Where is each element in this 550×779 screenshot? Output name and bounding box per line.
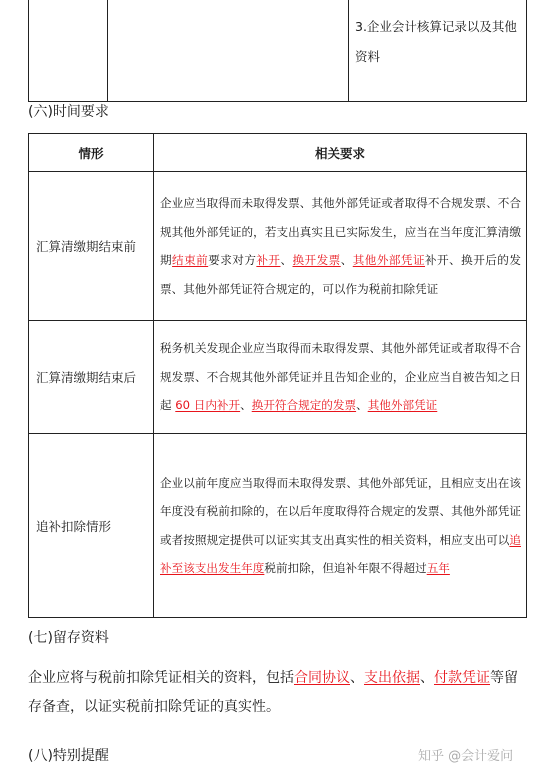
row-label: 追补扣除情形: [29, 434, 154, 618]
highlighted-text: 付款凭证: [434, 670, 490, 686]
header-situation: 情形: [29, 134, 154, 172]
body-text: 企业以前年度应当取得而未取得发票、其他外部凭证，且相应支出在该年度没有税前扣除的，在以后年度取得符合规定的发票、其他外部凭证或者按照规定提供可以证实其支出真实性的相关资料，相应支出可以: [160, 475, 521, 547]
table-cell-text: 3.企业会计核算记录以及其他资料: [349, 0, 527, 102]
row-content: [154, 172, 527, 321]
empty-cell: [29, 0, 108, 102]
highlighted-text: 其他外部凭证: [352, 253, 426, 267]
table-row: [29, 434, 527, 618]
body-text: 企业应将与税前扣除凭证相关的资料，包括: [28, 670, 294, 686]
time-requirements-table: [28, 133, 527, 618]
table-header-row: [29, 134, 527, 172]
body-text: 、: [356, 398, 368, 413]
previous-table-fragment: [28, 0, 527, 102]
table-row: [29, 321, 527, 434]
section-heading-retained-materials: (七)留存资料: [28, 630, 109, 646]
row-label: 汇算清缴期结束前: [29, 172, 154, 321]
highlighted-text: 追补至该支出发生年度: [160, 532, 521, 575]
header-requirement: 相关要求: [154, 134, 527, 172]
highlighted-text: 60 日内补开: [175, 398, 241, 413]
highlighted-text: 换开发票: [292, 253, 341, 267]
body-text: 、: [340, 253, 353, 267]
body-text: 企业应当取得而未取得发票、其他外部凭证或者取得不合规发票、不合规其他外部凭证的，若支出真实且已实际发生，应当在当年度汇算清缴期: [160, 196, 521, 267]
row-content: [154, 321, 527, 434]
retained-materials-paragraph: [28, 664, 526, 722]
body-text: 等留存备查，以证实税前扣除凭证的真实性。: [28, 670, 518, 715]
body-text: 、: [350, 670, 364, 686]
highlighted-text: 补开: [256, 253, 281, 267]
body-text: 税务机关发现企业应当取得而未取得发票、其他外部凭证或者取得不合规发票、不合规其他外部凭证并且告知企业的，企业应当自被告知之日起: [160, 341, 521, 413]
body-text: 税前扣除，但追补年限不得超过: [264, 561, 427, 575]
body-text: 、: [240, 398, 252, 413]
body-text: 要求对方: [208, 253, 257, 267]
highlighted-text: 支出依据: [364, 670, 420, 686]
highlighted-text: 五年: [426, 561, 450, 575]
body-text: 、: [280, 253, 293, 267]
highlighted-text: 其他外部凭证: [367, 398, 438, 413]
highlighted-text: 合同协议: [294, 670, 350, 686]
row-label: 汇算清缴期结束后: [29, 321, 154, 434]
empty-cell: [108, 0, 349, 102]
highlighted-text: 换开符合规定的发票: [251, 398, 357, 413]
body-text: 补开、换开后的发票、其他外部凭证符合规定的，可以作为税前扣除凭证: [160, 253, 521, 296]
row-content: [154, 434, 527, 618]
table-row: [29, 172, 527, 321]
body-text: 、: [420, 670, 434, 686]
section-heading-time-requirements: (六)时间要求: [28, 104, 109, 120]
section-heading-special-reminder: (八)特别提醒: [28, 748, 109, 764]
zhihu-watermark: 知乎 @会计爱问: [418, 749, 514, 764]
highlighted-text: 结束前: [172, 253, 209, 267]
